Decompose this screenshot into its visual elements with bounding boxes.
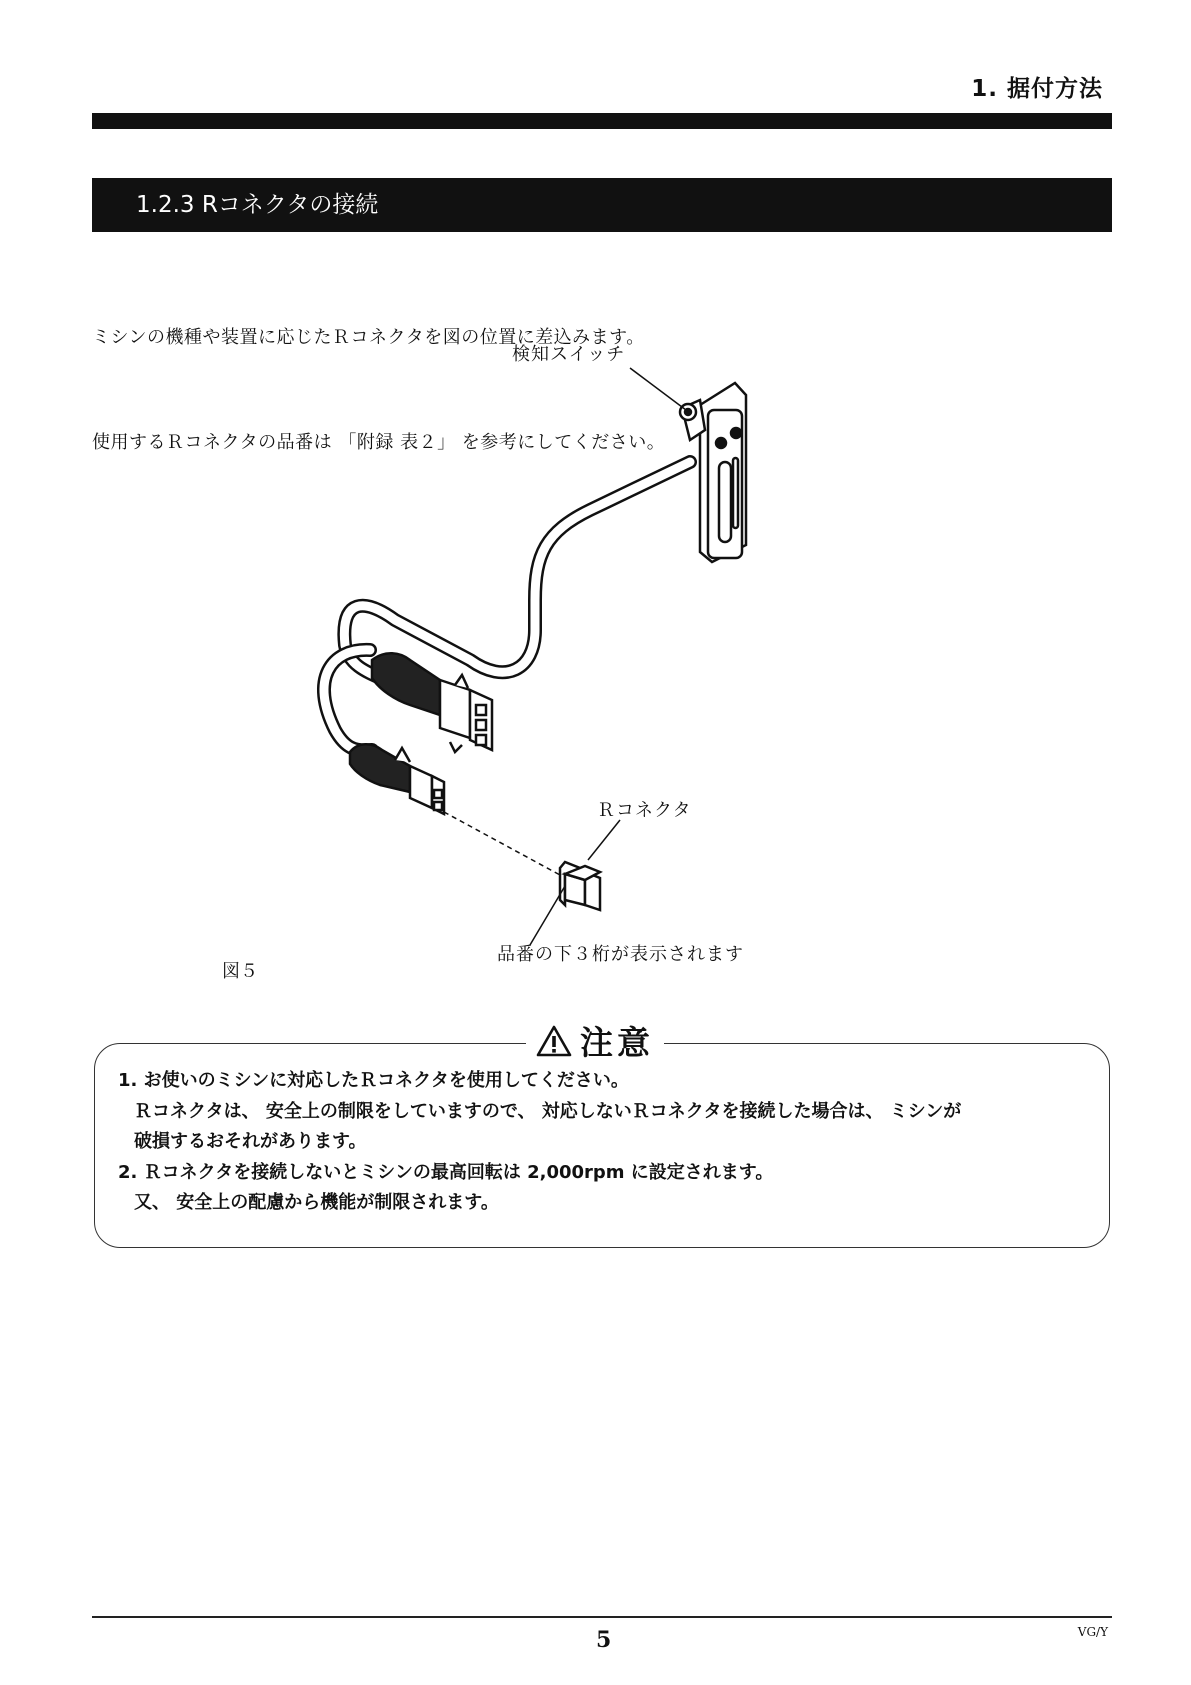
cable [324, 462, 690, 750]
label-r-connector: Ｒコネクタ [597, 800, 692, 821]
label-part-number-note: 品番の下３桁が表示されます [497, 944, 744, 965]
detection-switch-bracket [680, 383, 746, 562]
caution-item-1-detail: Ｒコネクタは、 安全上の制限をしていますので、 対応しないＲコネクタを接続した場合は、 ミシンが [134, 1100, 962, 1122]
intro-line-1: ミシンの機種や装置に応じたＲコネクタを図の位置に差込みます。 [92, 327, 645, 348]
caution-header [526, 1017, 664, 1064]
warning-triangle-icon [536, 1025, 572, 1057]
r-connector-plug [560, 862, 600, 910]
leader-r-connector [588, 820, 620, 860]
caution-item-1: 1. お使いのミシンに対応したＲコネクタを使用してください。 [118, 1070, 629, 1091]
insertion-guide-line [444, 812, 560, 875]
caution-item-2: 2. Ｒコネクタを接続しないとミシンの最高回転は 2,000rpm に設定されます。 [118, 1161, 774, 1183]
page-number: 5 [596, 1627, 612, 1653]
caution-item-1-detail: 破損するおそれがあります。 [134, 1131, 367, 1152]
leader-detection-switch [630, 368, 686, 410]
intro-line-2: 使用するＲコネクタの品番は 「附録 表２」 を参考にしてください。 [92, 432, 666, 453]
section-title: 1.2.3 Rコネクタの接続 [136, 192, 379, 218]
leader-part-number [530, 886, 565, 945]
caution-list [118, 1066, 961, 1219]
figure-caption: 図５ [222, 961, 258, 982]
caution-title: 注意 [580, 1023, 654, 1062]
document-code: VG/Y [1077, 1625, 1108, 1639]
label-detection-switch: 検知スイッチ [512, 344, 626, 365]
footer-rule [92, 1616, 1112, 1618]
lower-connector [350, 744, 444, 814]
chapter-title: 1. 据付方法 [971, 76, 1103, 102]
caution-item-2-detail: 又、 安全上の配慮から機能が制限されます。 [134, 1192, 499, 1213]
